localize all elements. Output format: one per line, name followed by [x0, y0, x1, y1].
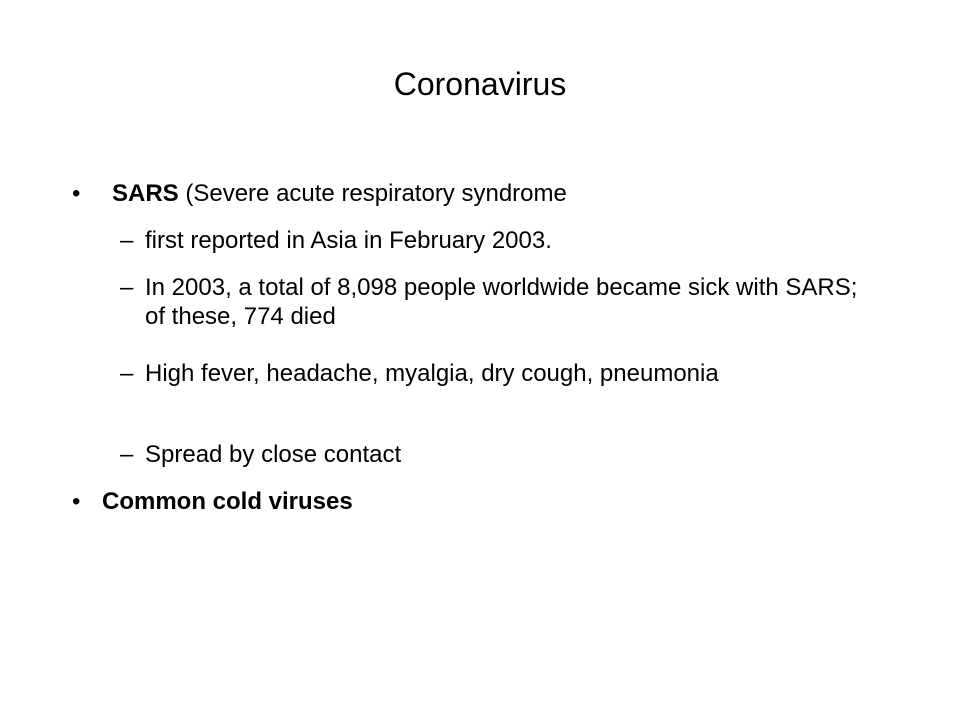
- bullet-sars-rest: (Severe acute respiratory syndrome: [185, 180, 567, 207]
- bullet-marker: •: [72, 488, 81, 515]
- sub-bullet-text: In 2003, a total of 8,098 people worldwide became sick with SARS; of these, 774 died: [145, 274, 858, 330]
- sub-bullet-marker: –: [120, 274, 134, 301]
- sub-bullet-marker: –: [120, 441, 134, 468]
- sub-bullet-text: first reported in Asia in February 2003.: [145, 227, 552, 254]
- bullet-sars-bold: SARS: [112, 180, 179, 207]
- bullet-common-cold-text: Common cold viruses: [102, 488, 353, 515]
- bullet-marker: •: [72, 180, 81, 207]
- sub-bullet-marker: –: [120, 227, 134, 254]
- sub-bullet-text: High fever, headache, myalgia, dry cough, pneumonia: [145, 360, 719, 387]
- slide-title: Coronavirus: [393, 66, 567, 102]
- bullet-sars-text: [112, 179, 567, 208]
- sub-bullet-text: Spread by close contact: [145, 441, 402, 468]
- sub-bullet-marker: –: [120, 360, 134, 387]
